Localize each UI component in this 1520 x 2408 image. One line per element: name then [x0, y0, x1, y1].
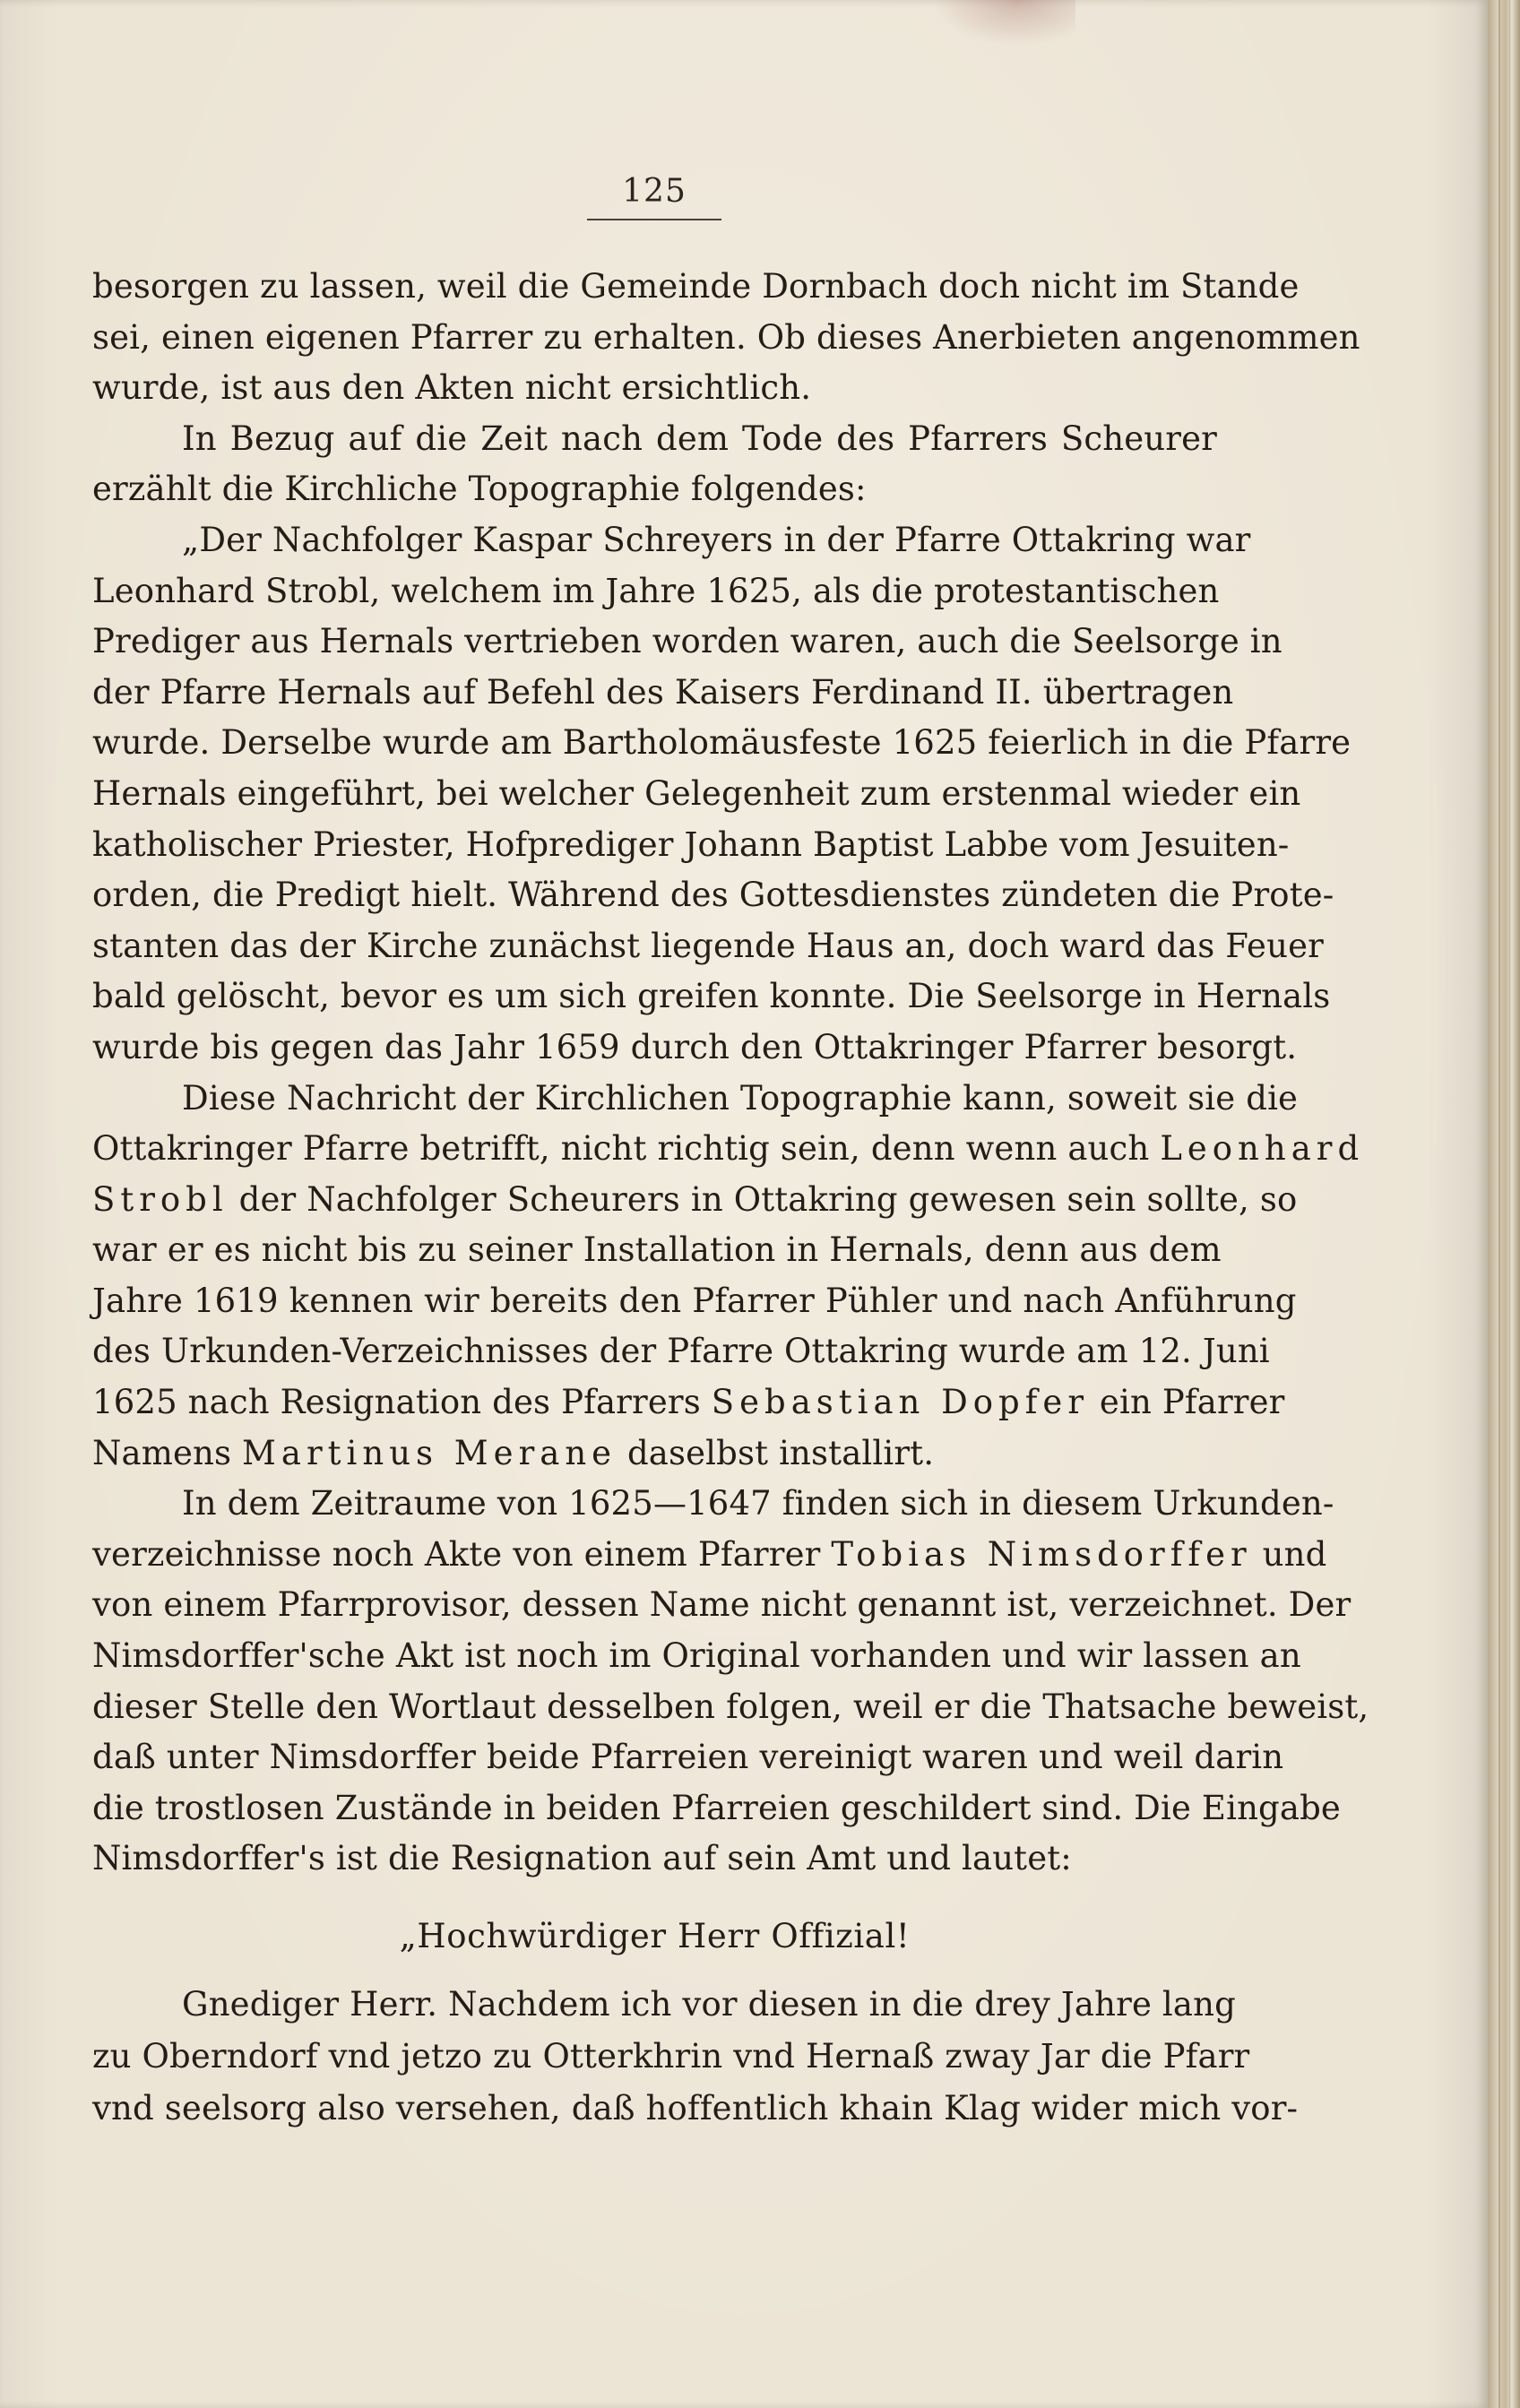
text-line: die trostlosen Zustände in beiden Pfarreien geschildert sind. Die Eingabe [92, 1788, 1341, 1827]
header-rule [587, 219, 721, 220]
text-line: stanten das der Kirche zunächst liegende Haus an, doch ward das Feuer [92, 926, 1324, 965]
spaced-name: Strobl [92, 1179, 229, 1219]
paper-stain [932, 0, 1075, 47]
text-fragment: Namens [92, 1433, 243, 1472]
text-line: Leonhard Strobl, welchem im Jahre 1625, als die protestantischen [92, 571, 1220, 610]
page-number: 125 [622, 173, 687, 210]
letter-text [92, 1979, 1299, 2135]
text-line: Hernals eingeführt, bei welcher Gelegenheit zum erstenmal wieder ein [92, 773, 1301, 813]
text-line: des Urkunden-Verzeichnisses der Pfarre Ottakring wurde am 12. Juni [92, 1332, 1270, 1371]
text-line: daß unter Nimsdorffer beide Pfarreien vereinigt waren und weil darin [92, 1738, 1284, 1777]
text-line: von einem Pfarrprovisor, dessen Name nicht genannt ist, verzeichnet. Der [92, 1585, 1352, 1625]
spaced-name: Sebastian Dopfer [711, 1383, 1090, 1422]
text-line: katholischer Priester, Hofprediger Johann Baptist Labbe vom Jesuiten- [92, 824, 1290, 864]
text-line: erzählt die Kirchliche Topographie folgendes: [92, 470, 867, 509]
text-fragment: daselbst installirt. [617, 1433, 935, 1472]
text-fragment: und [1251, 1534, 1327, 1574]
text-fragment: verzeichnisse noch Akte von einem Pfarrer [92, 1534, 832, 1574]
text-line: Nimsdorffer'sche Akt ist noch im Original vorhanden und wir lassen an [92, 1636, 1301, 1676]
text-line: wurde, ist aus den Akten nicht ersichtlich. [92, 368, 812, 408]
text-line: In Bezug auf die Zeit nach dem Tode des Pfarrers Scheurer [182, 419, 1217, 458]
text-line: wurde bis gegen das Jahr 1659 durch den Ottakringer Pfarrer besorgt. [92, 1027, 1298, 1066]
spaced-name: Martinus Merane [242, 1433, 618, 1472]
text-line: besorgen zu lassen, weil die Gemeinde Dornbach doch nicht im Stande [92, 267, 1300, 306]
text-line: bald gelöscht, bevor es um sich greifen konnte. Die Seelsorge in Hernals [92, 977, 1331, 1016]
text-line: sei, einen eigenen Pfarrer zu erhalten. Ob dieses Anerbieten angenommen [92, 317, 1360, 357]
text-line: dieser Stelle den Wortlaut desselben folgen, weil er die Thatsache beweist, [92, 1687, 1369, 1726]
text-line: Diese Nachricht der Kirchlichen Topographie kann, soweit sie die [182, 1078, 1299, 1118]
text-line: orden, die Predigt hielt. Während des Gottesdienstes zündeten die Prote- [92, 876, 1334, 915]
text-line [92, 1175, 1298, 1226]
text-fragment: Ottakringer Pfarre betrifft, nicht richtig sein, denn wenn auch [92, 1129, 1150, 1169]
text-line: Jahre 1619 kennen wir bereits den Pfarrer Pühler und nach Anführung [92, 1281, 1297, 1320]
page-edge [1488, 0, 1520, 2408]
text-line: zu Oberndorf vnd jetzo zu Otterkhrin vnd Hernaß zway Jar die Pfarr [92, 2037, 1250, 2076]
spaced-name: Leonhard [1160, 1129, 1365, 1169]
letter-salutation: „Hochwürdiger Herr Offizial! [399, 1917, 911, 1955]
text-fragment: der Nachfolger Scheurers in Ottakring gewesen sein sollte, so [228, 1179, 1298, 1219]
text-line [92, 1377, 1285, 1428]
text-line: der Pfarre Hernals auf Befehl des Kaisers Ferdinand II. übertragen [92, 672, 1234, 712]
text-fragment: 1625 nach Resignation des Pfarrers [92, 1383, 712, 1422]
text-line: vnd seelsorg also versehen, daß hoffentlich khain Klag wider mich vor- [92, 2089, 1299, 2127]
text-line: Nimsdorffer's ist die Resignation auf sein Amt und lautet: [92, 1839, 1072, 1878]
text-line: wurde. Derselbe wurde am Bartholomäusfeste 1625 feierlich in die Pfarre [92, 723, 1352, 763]
page-header [587, 173, 721, 220]
text-line [92, 1124, 1365, 1175]
text-line: In dem Zeitraume von 1625—1647 finden sich in diesem Urkunden- [182, 1484, 1334, 1523]
text-line: Prediger aus Hernals vertrieben worden waren, auch die Seelsorge in [92, 622, 1282, 661]
text-line: „Der Nachfolger Kaspar Schreyers in der Pfarre Ottakring war [182, 520, 1251, 559]
text-line: Gnediger Herr. Nachdem ich vor diesen in die drey Jahre lang [182, 1985, 1236, 2024]
text-line [92, 1530, 1327, 1581]
spaced-name: Tobias Nimsdorffer [831, 1534, 1252, 1574]
body-text [92, 262, 1369, 1885]
text-line [92, 1428, 1217, 1480]
text-line: war er es nicht bis zu seiner Installation in Hernals, denn aus dem [92, 1230, 1222, 1270]
text-fragment: ein Pfarrer [1089, 1383, 1285, 1422]
